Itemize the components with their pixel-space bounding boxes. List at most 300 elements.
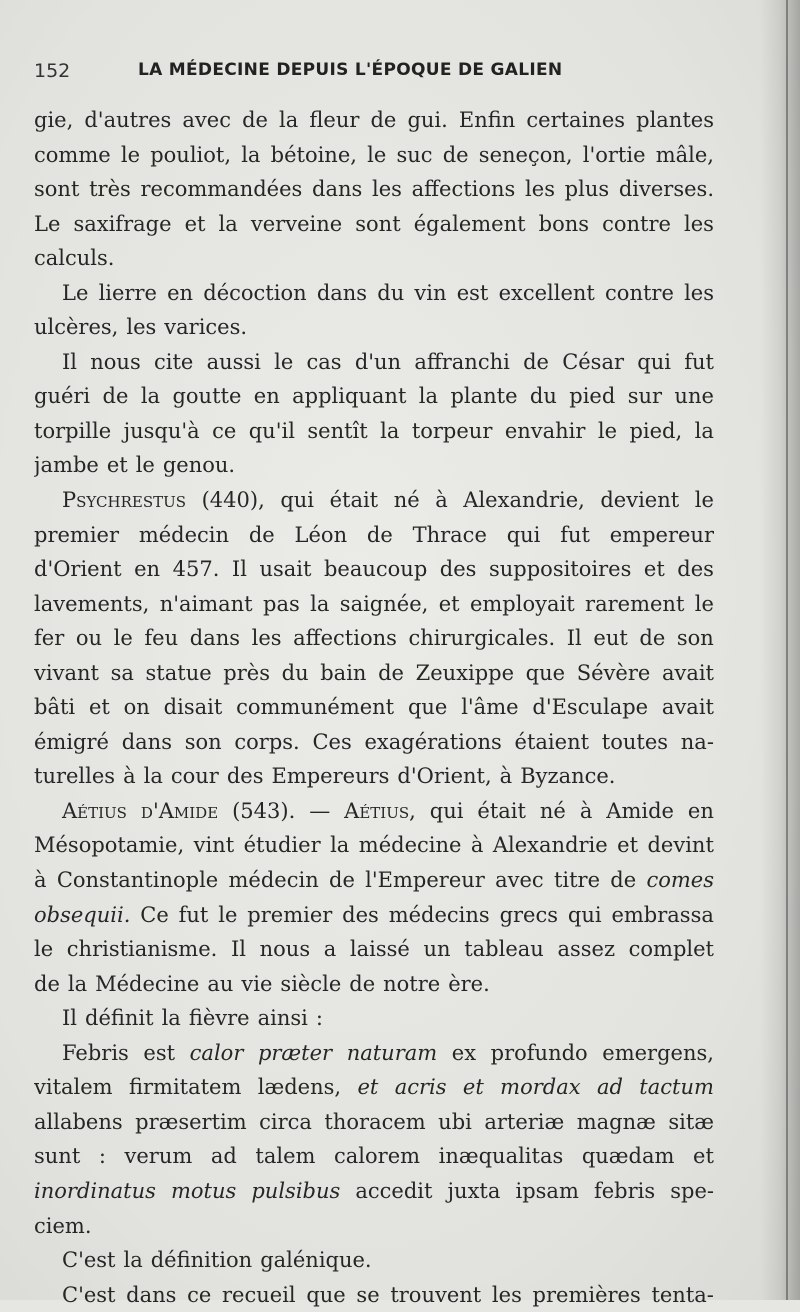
body-text (34, 103, 714, 1312)
word: pouliot, (150, 142, 232, 167)
word: mordax (500, 1075, 581, 1100)
word: d'Orient, (397, 764, 492, 789)
word: Il (231, 557, 247, 582)
text-line (34, 379, 714, 414)
word: trouvent (390, 1282, 482, 1307)
word: Aétius, (344, 798, 416, 823)
word: jambe (34, 453, 99, 478)
word: rarement (585, 591, 685, 616)
word: diverses. (618, 177, 714, 202)
word: de (242, 108, 268, 132)
word: contre (602, 211, 671, 236)
word: profundo (490, 1040, 588, 1065)
word: étudier (243, 833, 321, 858)
word: que (306, 1282, 346, 1307)
word: ad (596, 1075, 623, 1100)
word: des (677, 557, 714, 582)
word: Psychrestus (62, 488, 187, 513)
word: dans (121, 729, 172, 754)
word: emergens, (602, 1040, 714, 1065)
word: à (435, 488, 448, 513)
word: sunt (34, 1144, 81, 1169)
word: usait (259, 557, 312, 582)
word: qui (506, 522, 541, 547)
text-line (34, 794, 714, 829)
running-head: LA MÉDECINE DEPUIS L'ÉPOQUE DE GALIEN (138, 60, 563, 80)
word: les (684, 211, 714, 236)
word: appliquant (292, 384, 407, 409)
text-line (34, 310, 714, 345)
word: tenta- (651, 1282, 714, 1307)
word: de (639, 626, 666, 651)
word: son (676, 626, 714, 651)
word: præsertim (135, 1109, 247, 1134)
page-number: 152 (34, 60, 71, 82)
word: du (377, 280, 405, 305)
word: Léon (294, 522, 348, 547)
word: Le (62, 280, 89, 305)
word: qui (429, 798, 464, 823)
word: a (323, 937, 337, 962)
word: plantes (636, 108, 714, 132)
word: Ce (140, 902, 169, 927)
word: du (529, 384, 557, 409)
word: la (161, 1006, 181, 1031)
word: statue (145, 660, 212, 685)
word: comes (646, 868, 714, 893)
word: la (218, 211, 238, 236)
word: avec (182, 108, 231, 132)
word: nous (259, 937, 311, 962)
word: et (693, 1144, 714, 1169)
text-line (34, 1174, 714, 1209)
word: l'ortie (582, 142, 646, 167)
word: affranchi (414, 349, 510, 374)
text-line (34, 241, 714, 276)
word: comme (34, 142, 111, 167)
word: de (610, 868, 637, 893)
word: christianisme. (66, 937, 218, 962)
word: et (106, 453, 128, 478)
word: à (499, 764, 513, 789)
word: de (102, 384, 129, 409)
text-line (34, 207, 714, 242)
word: firmitatem (128, 1075, 242, 1100)
text-line (34, 345, 714, 380)
word: febris (593, 1178, 656, 1203)
text-line (34, 587, 714, 622)
word: Mésopotamie, (34, 833, 185, 858)
text-line (34, 690, 714, 725)
text-line (34, 518, 714, 553)
word: Le (34, 211, 61, 236)
word: la (330, 833, 350, 858)
word: torpille (34, 418, 112, 443)
word: à (34, 868, 47, 893)
word: pulsibus (251, 1178, 341, 1203)
word: premier (247, 902, 333, 927)
word: thoracem (324, 1109, 426, 1134)
word: à (579, 798, 593, 823)
word: né (393, 488, 420, 513)
word: Constantinople (56, 868, 219, 893)
word: employait (469, 591, 575, 616)
word: décoction (203, 280, 307, 305)
word: tactum (639, 1075, 714, 1100)
word: certaines (526, 108, 626, 132)
word: étaient (514, 729, 590, 754)
word: avec (495, 868, 544, 893)
text-line (34, 1209, 714, 1244)
word: le (34, 937, 54, 962)
word: dans (316, 280, 368, 305)
word: : (315, 1006, 323, 1031)
word: que (407, 695, 448, 720)
word: de (523, 349, 549, 374)
word: né (539, 798, 566, 823)
word: Médecine (95, 971, 200, 996)
word: motus (170, 1178, 237, 1203)
word: les (251, 626, 282, 651)
text-line (34, 138, 714, 173)
word: calor (189, 1040, 244, 1065)
word: affections (411, 177, 516, 202)
word: définit (85, 1006, 154, 1031)
word: son (184, 729, 222, 754)
word: ulcères, (34, 315, 119, 340)
word: sa (110, 660, 134, 685)
word: dans (189, 626, 241, 651)
word: feu (144, 626, 179, 651)
word: la (123, 1248, 143, 1273)
word: ad (210, 1144, 237, 1169)
word: accedit (355, 1178, 433, 1203)
word: circa (259, 1109, 312, 1134)
word: Enfin (458, 108, 516, 132)
word: Ces (312, 729, 352, 754)
word: complet (628, 937, 714, 962)
word: également (413, 211, 526, 236)
word: la (279, 108, 299, 132)
word: Aétius (62, 798, 127, 823)
word: le (218, 902, 238, 927)
word: Il (62, 1006, 78, 1031)
word: définition (150, 1248, 253, 1273)
word: goutte (172, 384, 242, 409)
word: devient (600, 488, 680, 513)
word: torpeur (411, 418, 493, 443)
word: plus (564, 177, 610, 202)
text-line (34, 103, 714, 138)
word: des (226, 764, 264, 789)
word: sitæ (668, 1109, 714, 1134)
text-line (34, 759, 714, 794)
word: Empereurs (271, 764, 390, 789)
word: fut (178, 902, 209, 927)
word: lavements, (34, 591, 150, 616)
word: genou. (162, 453, 236, 478)
word: guéri (34, 384, 91, 409)
word: sont (34, 177, 80, 202)
word: affections (293, 626, 397, 651)
word: ipsam (515, 1178, 579, 1203)
word: turelles (34, 764, 116, 789)
word: cour (170, 764, 219, 789)
word: qui (280, 488, 315, 513)
word: était (477, 798, 526, 823)
word: toutes (601, 729, 669, 754)
word: : (98, 1144, 106, 1169)
word: les (126, 315, 157, 340)
word: ubi (438, 1109, 472, 1134)
word: bâti (34, 695, 76, 720)
word: juxta (447, 1178, 501, 1203)
word: Byzance. (520, 764, 616, 789)
word: quædam (581, 1144, 675, 1169)
word: Zeuxippe (415, 660, 515, 685)
word: des (342, 902, 379, 927)
word: exagérations (364, 729, 502, 754)
word: bons (538, 211, 590, 236)
word: le (135, 453, 155, 478)
page-header (34, 58, 714, 88)
word: gie, (34, 108, 74, 132)
word: Alexandrie, (463, 488, 585, 513)
word: les (491, 1282, 522, 1307)
text-line (34, 621, 714, 656)
word: n'aimant (159, 591, 253, 616)
word: en (687, 798, 714, 823)
word: la (241, 142, 261, 167)
text-line (34, 552, 714, 587)
word: était (329, 488, 379, 513)
word: les (525, 177, 555, 202)
word: vint (193, 833, 235, 858)
text-line (34, 1139, 714, 1174)
word: envahir (504, 418, 586, 443)
text-line (34, 863, 714, 898)
word: la (380, 418, 400, 443)
word: sentît (307, 418, 368, 443)
word: varices. (164, 315, 248, 340)
word: d'Amide (140, 798, 219, 823)
word: qui (637, 349, 671, 374)
word: le (694, 591, 714, 616)
word: fut (560, 522, 590, 547)
word: tableau (464, 937, 544, 962)
word: la (310, 591, 330, 616)
word: ère. (448, 971, 490, 996)
word: bétoine, (270, 142, 357, 167)
word: très (89, 177, 131, 202)
word: ciem. (34, 1213, 92, 1238)
word: de (366, 522, 393, 547)
word: de (378, 660, 404, 685)
word: la (143, 764, 163, 789)
word: sur (627, 384, 663, 409)
word: dans (312, 177, 363, 202)
word: la (67, 971, 88, 996)
word: médecine (358, 833, 462, 858)
word: inæqualitas (438, 1144, 564, 1169)
text-line (34, 276, 714, 311)
word: siècle (280, 971, 342, 996)
word: talem (255, 1144, 316, 1169)
word: suc (396, 142, 433, 167)
word: embrassa (611, 902, 714, 927)
word: médecin (228, 868, 319, 893)
word: ce (187, 1282, 212, 1307)
word: de (34, 971, 60, 996)
word: d'autres (84, 108, 172, 132)
word: Sévère (576, 660, 651, 685)
word: allabens (34, 1109, 123, 1134)
text-line (34, 725, 714, 760)
text-line (34, 1243, 714, 1278)
word: en (134, 557, 161, 582)
word: avait (661, 695, 714, 720)
word: Il (566, 626, 582, 651)
word: nous (90, 349, 141, 374)
word: de (329, 868, 355, 893)
text-line (34, 1070, 714, 1105)
word: C'est (62, 1282, 116, 1307)
word: gui. (407, 108, 448, 132)
word: bain (320, 660, 367, 685)
word: jusqu'à (123, 418, 200, 443)
word: sont (355, 211, 401, 236)
word: verveine (250, 211, 343, 236)
word: des (439, 557, 477, 582)
text-line (34, 1105, 714, 1140)
word: le (367, 142, 387, 167)
word: se (356, 1282, 380, 1307)
word: la (140, 384, 161, 409)
word: (440), (201, 488, 265, 513)
word: lædens, (257, 1075, 342, 1100)
word: corps. (234, 729, 300, 754)
word: (543). (232, 798, 296, 823)
word: un (423, 937, 451, 962)
word: chirurgicales. (408, 626, 556, 651)
word: notre (383, 971, 441, 996)
word: et (643, 557, 665, 582)
word: verum (124, 1144, 193, 1169)
word: C'est (62, 1248, 116, 1273)
word: eut (593, 626, 628, 651)
word: calorem (334, 1144, 421, 1169)
word: dans (126, 1282, 177, 1307)
word: à (123, 764, 136, 789)
word: que (525, 660, 566, 685)
word: émigré (34, 729, 109, 754)
word: d'Esculape (532, 695, 649, 720)
text-line (34, 414, 714, 449)
word: recueil (222, 1282, 296, 1307)
word: galénique. (260, 1248, 372, 1273)
word: de (370, 108, 397, 132)
text-line (34, 828, 714, 863)
word: médecins (388, 902, 490, 927)
word: Amide (606, 798, 674, 823)
word: disait (163, 695, 223, 720)
word: au (207, 971, 234, 996)
text-line (34, 932, 714, 967)
word: contre (605, 280, 674, 305)
word: grecs (499, 902, 559, 927)
word: aussi (206, 349, 261, 374)
word: on (123, 695, 150, 720)
word: et (617, 833, 639, 858)
word: une (674, 384, 714, 409)
word: de (442, 142, 469, 167)
word: — (309, 798, 331, 823)
word: communément (236, 695, 395, 720)
word: 457. (172, 557, 220, 582)
word: l'Empereur (365, 868, 485, 893)
word: laissé (349, 937, 410, 962)
word: Febris (62, 1040, 129, 1065)
word: et (438, 591, 460, 616)
word: Thrace (412, 522, 487, 547)
word: recommandées (140, 177, 303, 202)
word: en (253, 384, 280, 409)
word: fièvre (188, 1006, 250, 1031)
word: premières (532, 1282, 641, 1307)
word: pied, (629, 418, 683, 443)
word: d'un (354, 349, 402, 374)
word: à (470, 833, 484, 858)
word: en (167, 280, 194, 305)
word: Il (62, 349, 78, 374)
word: arteriæ (484, 1109, 565, 1134)
word: mâle, (655, 142, 714, 167)
word: beaucoup (323, 557, 428, 582)
word: ou (75, 626, 103, 651)
word: obsequii. (34, 902, 131, 927)
word: Il (230, 937, 246, 962)
word: vitalem (34, 1075, 113, 1100)
word: près (223, 660, 270, 685)
text-line (34, 967, 714, 1002)
text-line (34, 898, 714, 933)
page-edge-line (786, 0, 788, 1300)
word: Alexandrie (492, 833, 608, 858)
word: fleur (309, 108, 360, 132)
text-line (34, 1001, 714, 1036)
word: vivant (34, 660, 99, 685)
word: le (694, 488, 714, 513)
word: le (274, 349, 294, 374)
word: médecin (138, 522, 230, 547)
word: César (562, 349, 625, 374)
text-line (34, 656, 714, 691)
word: d'Orient (34, 557, 122, 582)
word: qui (567, 902, 602, 927)
word: saignée, (339, 591, 429, 616)
word: et (88, 695, 110, 720)
word: cite (153, 349, 194, 374)
word: ex (451, 1040, 477, 1065)
word: spe- (670, 1178, 714, 1203)
word: qu'il (248, 418, 295, 443)
word: ce (212, 418, 237, 443)
word: du (281, 660, 309, 685)
word: est (143, 1040, 176, 1065)
word: fer (34, 626, 65, 651)
word: les (684, 280, 714, 305)
text-line (34, 172, 714, 207)
